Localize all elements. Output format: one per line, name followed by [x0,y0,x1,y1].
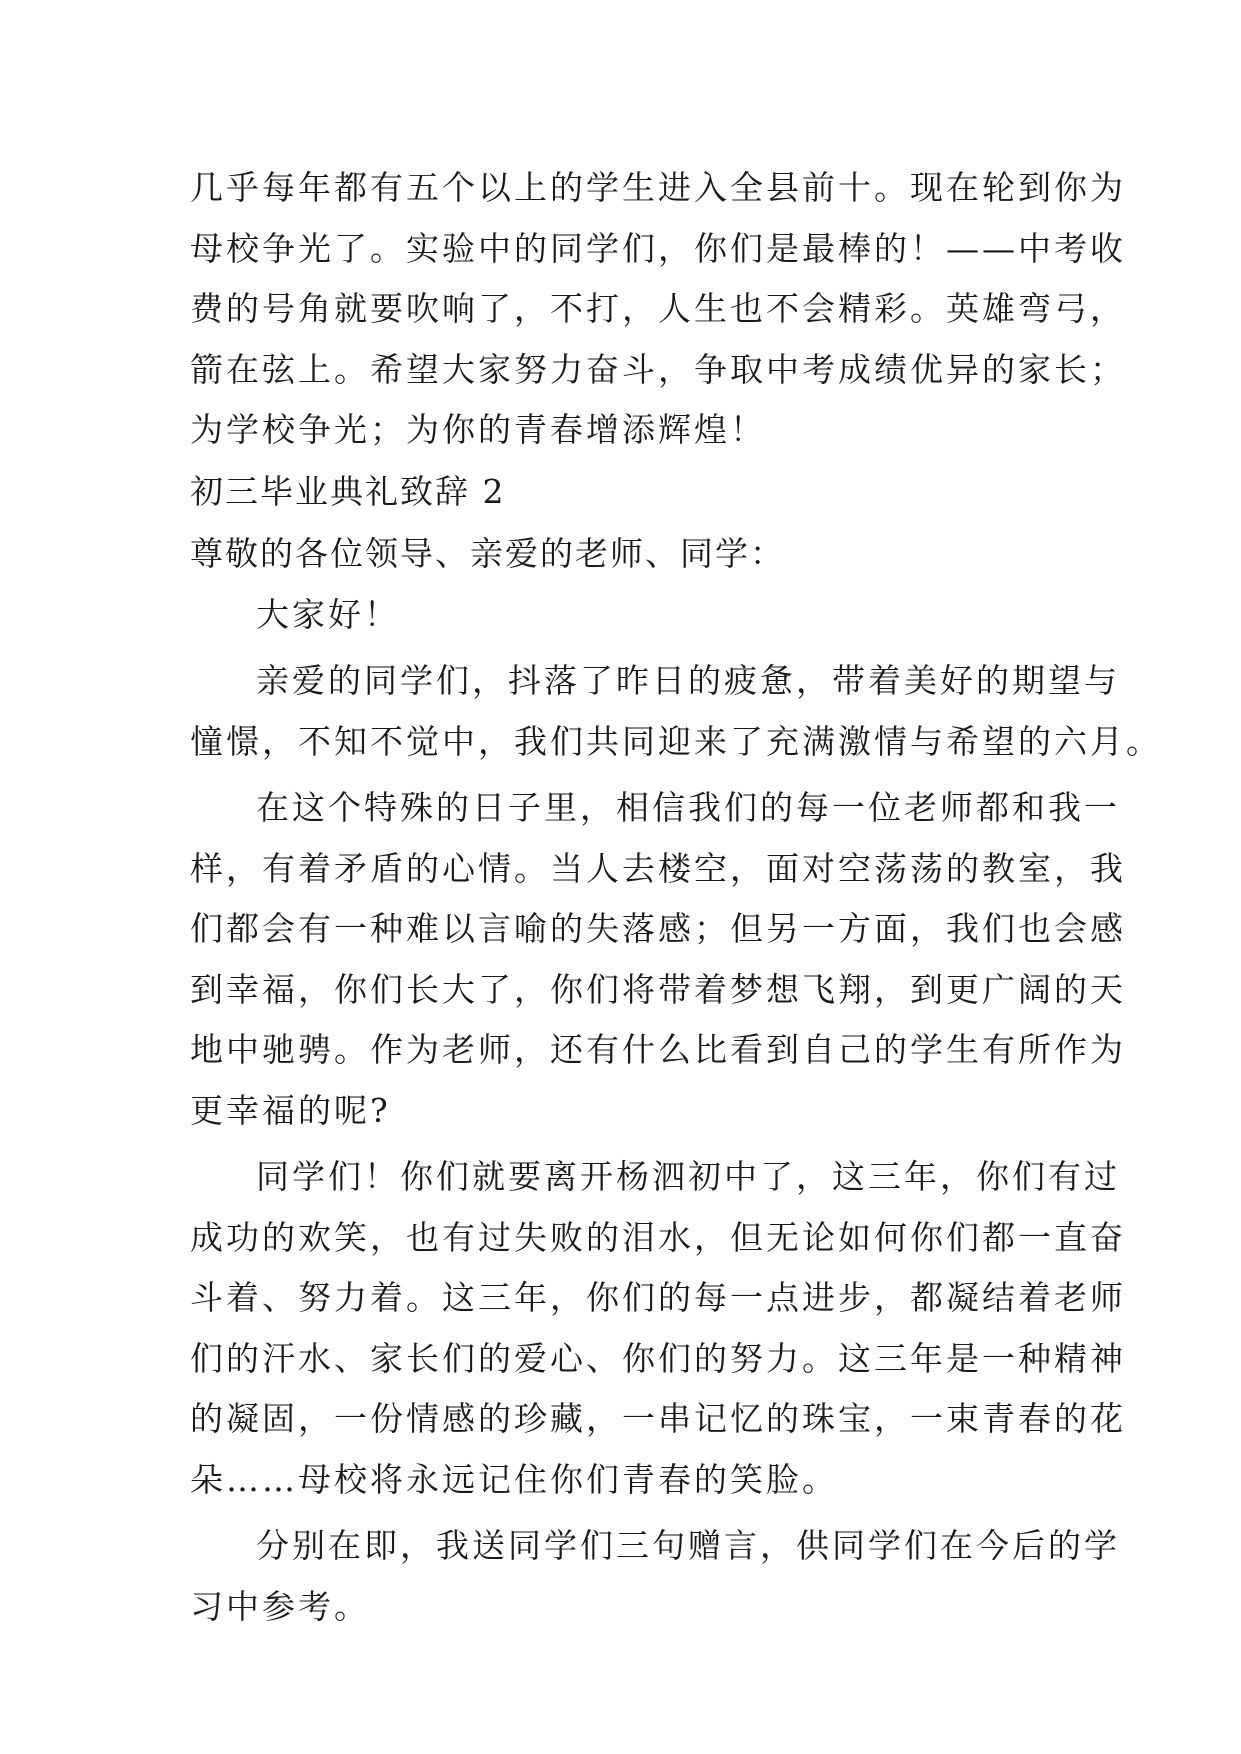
text-line: 们的汗水、家长们的爱心、你们的努力。这三年是一种精神 [190,1338,1126,1378]
text-line: 习中参考。 [190,1586,370,1626]
text-line: 斗着、努力着。这三年，你们的每一点进步，都凝结着老师 [190,1278,1126,1317]
text-line: 母校争光了。实验中的同学们，你们是最棒的！——中考收 [190,228,1126,268]
paragraph [190,778,1126,1141]
paragraph [190,651,1162,772]
text-line: 憧憬，不知不觉中，我们共同迎来了充满激情与希望的六月。 [190,721,1162,761]
text-line: 为学校争光；为你的青春增添辉煌！ [190,410,766,449]
text-line: 们都会有一种难以言喻的失落感；但另一方面，我们也会感 [190,909,1126,948]
text-line: 到幸福，你们长大了，你们将带着梦想飞翔，到更广阔的天 [190,969,1126,1009]
paragraph [190,1147,1126,1510]
text-line: 费的号角就要吹响了，不打，人生也不会精彩。英雄弯弓， [190,289,1126,328]
salutation: 尊敬的各位领导、亲爱的老师、同学： [190,533,785,573]
greeting: 大家好！ [256,594,400,634]
text-line: 箭在弦上。希望大家努力奋斗，争取中考成绩优异的家长； [190,349,1126,389]
section-title: 初三毕业典礼致辞 2 [190,471,506,511]
continuation-paragraph [190,158,1126,461]
paragraph [190,1516,1120,1637]
text-line: 样，有着矛盾的心情。当人去楼空，面对空荡荡的教室，我 [190,848,1126,888]
text-line: 几乎每年都有五个以上的学生进入全县前十。现在轮到你为 [190,168,1126,207]
text-line: 的凝固，一份情感的珍藏，一串记忆的珠宝，一束青春的花 [190,1399,1126,1438]
text-line: 成功的欢笑，也有过失败的泪水，但无论如何你们都一直奋 [190,1217,1126,1257]
document-body [190,158,1162,1637]
text-line: 同学们！你们就要离开杨泗初中了，这三年，你们有过 [256,1157,1120,1196]
text-line: 朵……母校将永远记住你们青春的笑脸。 [190,1459,838,1499]
text-line: 分别在即，我送同学们三句赠言，供同学们在今后的学 [256,1526,1120,1565]
text-line: 地中驰骋。作为老师，还有什么比看到自己的学生有所作为 [190,1030,1126,1069]
text-line: 在这个特殊的日子里，相信我们的每一位老师都和我一 [256,788,1120,827]
text-line: 更幸福的呢? [190,1090,391,1130]
text-line: 亲爱的同学们，抖落了昨日的疲惫，带着美好的期望与 [256,661,1120,700]
